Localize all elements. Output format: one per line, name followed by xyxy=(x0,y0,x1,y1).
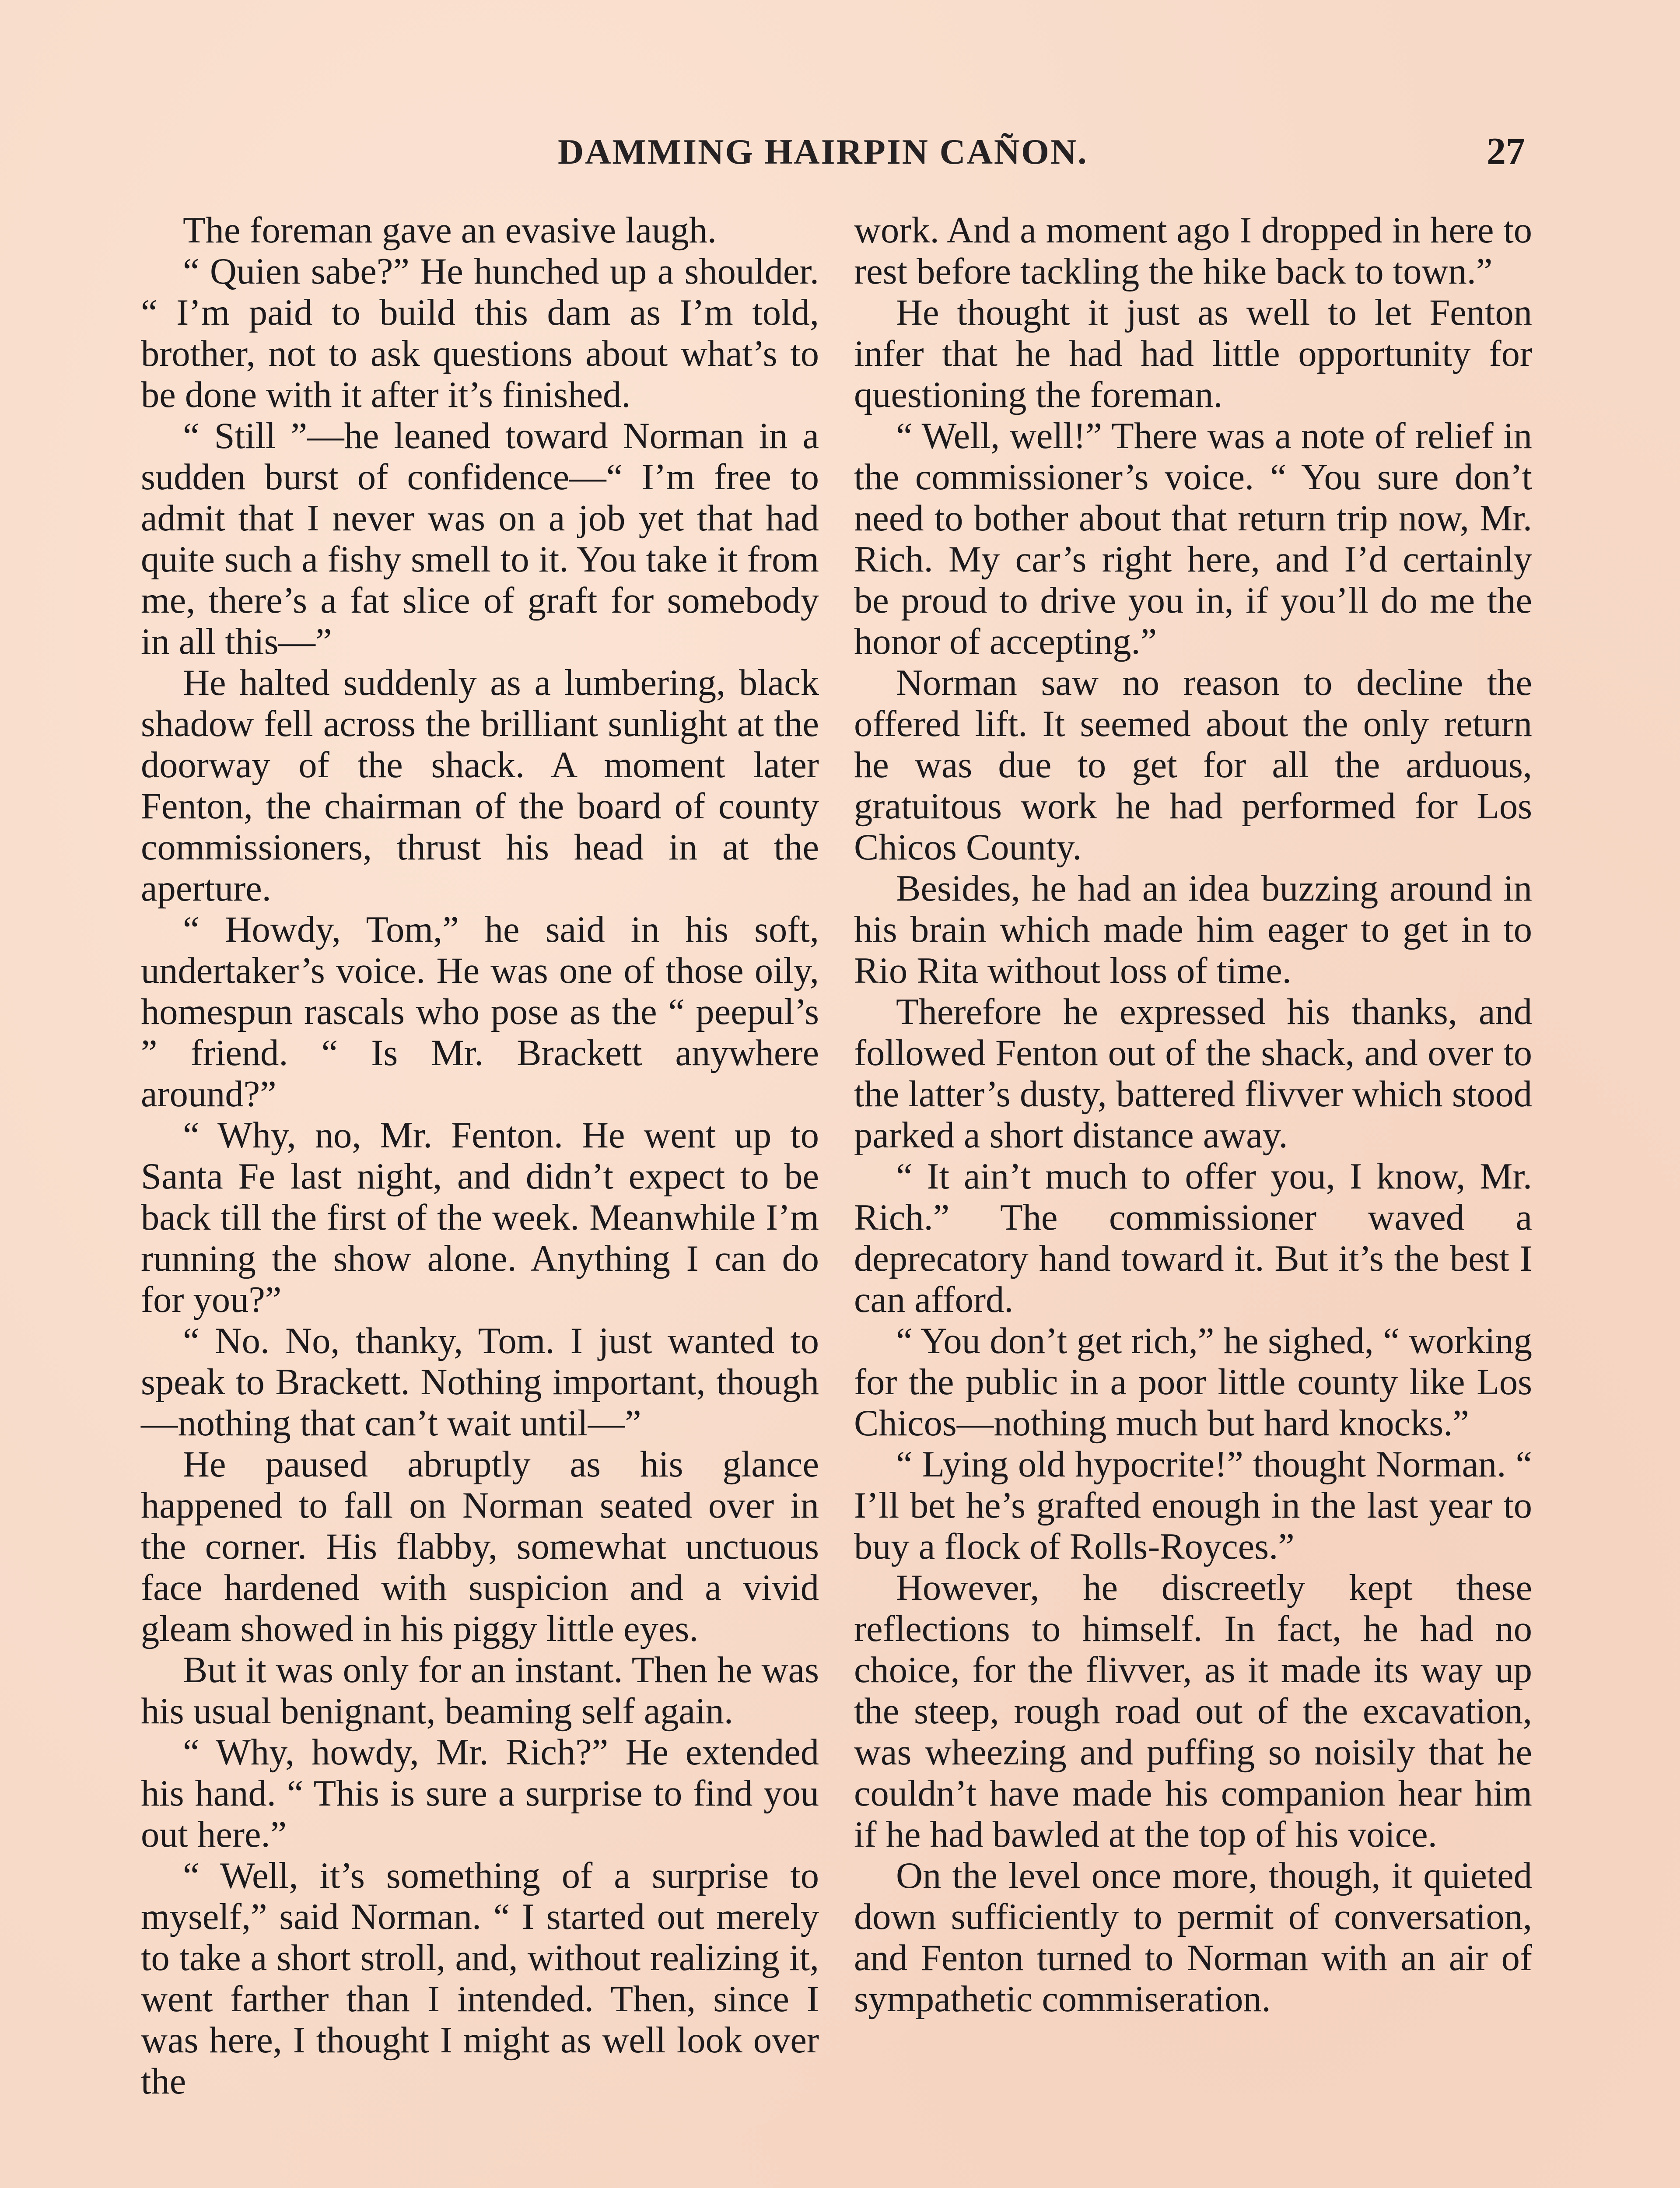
paragraph: “ Why, no, Mr. Fenton. He went up to Santa Fe last night, and didn’t expect to be back till the first of the week. Meanwhile I’m running the show alone. Anything I can do for you?” xyxy=(141,1115,819,1320)
paragraph: “ Well, it’s something of a surprise to myself,” said Norman. “ I started out merely to take a short stroll, and, without realizing it, went farther than I intended. Then, since I was here, I thought I might as well look over the xyxy=(141,1855,819,2102)
paragraph: Therefore he expressed his thanks, and followed Fenton out of the shack, and over to the latter’s dusty, battered flivver which stood parked a short distance away. xyxy=(854,992,1532,1156)
paragraph: The foreman gave an evasive laugh. xyxy=(183,210,717,251)
paragraph: Besides, he had an idea buzzing around in his brain which made him eager to get in to Rio Rita without loss of time. xyxy=(854,868,1532,991)
paragraph: However, he discreetly kept these reflections to himself. In fact, he had no choice, for the flivver, as it made its way up the steep, rough road out of the excavation, was wheezing and puffing so noisily that he couldn’t have made his companion hear him if he had bawled at the top of his voice. xyxy=(854,1567,1532,1855)
right-column xyxy=(854,210,1532,2020)
paragraph: On the level once more, though, it quieted down sufficiently to permit of conversation, and Fenton turned to Norman with an air of sympathetic commiseration. xyxy=(854,1855,1532,2020)
paragraph: “ Why, howdy, Mr. Rich?” He extended his hand. “ This is sure a surprise to find you out here.” xyxy=(141,1732,819,1855)
paragraph: “ You don’t get rich,” he sighed, “ working for the public in a poor little county like Los Chicos—nothing much but hard knocks.” xyxy=(854,1321,1532,1444)
left-column xyxy=(141,210,819,2102)
paragraph: He thought it just as well to let Fenton infer that he had had little opportunity for questioning the foreman. xyxy=(854,292,1532,415)
paragraph: “ No. No, thanky, Tom. I just wanted to speak to Brackett. Nothing important, though—nothing that can’t wait until—” xyxy=(141,1321,819,1444)
paragraph: “ Quien sabe?” He hunched up a shoulder. “ I’m paid to build this dam as I’m told, brother, not to ask questions about what’s to be done with it after it’s finished. xyxy=(141,251,819,415)
paragraph: He halted suddenly as a lumbering, black shadow fell across the brilliant sunlight at the doorway of the shack. A moment later Fenton, the chairman of the board of county commissioners, thrust his head in at the aperture. xyxy=(141,663,819,909)
paragraph: “ It ain’t much to offer you, I know, Mr. Rich.” The commissioner waved a deprecatory hand toward it. But it’s the best I can afford. xyxy=(854,1156,1532,1320)
paragraph: He paused abruptly as his glance happened to fall on Norman seated over in the corner. His flabby, somewhat unctuous face hardened with suspicion and a vivid gleam showed in his piggy little eyes. xyxy=(141,1444,819,1649)
paragraph: But it was only for an instant. Then he was his usual benignant, beaming self again. xyxy=(141,1650,819,1732)
paragraph: Norman saw no reason to decline the offered lift. It seemed about the only return he was due to get for all the arduous, gratuitous work he had performed for Los Chicos County. xyxy=(854,663,1532,868)
paragraph: “ Howdy, Tom,” he said in his soft, undertaker’s voice. He was one of those oily, homespun rascals who pose as the “ peepul’s ” friend. “ Is Mr. Brackett anywhere around?” xyxy=(141,909,819,1115)
paragraph: “ Still ”—he leaned toward Norman in a sudden burst of confidence—“ I’m free to admit that I never was on a job yet that had quite such a fishy smell to it. You take it from me, there’s a fat slice of graft for somebody in all this—” xyxy=(141,416,819,662)
running-title: DAMMING HAIRPIN CAÑON. xyxy=(558,132,1088,172)
paragraph: “ Well, well!” There was a note of relief in the commissioner’s voice. “ You sure don’t need to bother about that return trip now, Mr. Rich. My car’s right here, and I’d certainly be proud to drive you in, if you’ll do me the honor of accepting.” xyxy=(854,416,1532,662)
paragraph: “ Lying old hypocrite!” thought Norman. “ I’ll bet he’s grafted enough in the last year to buy a flock of Rolls-Royces.” xyxy=(854,1444,1532,1567)
page-number: 27 xyxy=(1487,130,1525,173)
paragraph-continued: work. And a moment ago I dropped in here to rest before tackling the hike back to town.” xyxy=(854,210,1532,292)
